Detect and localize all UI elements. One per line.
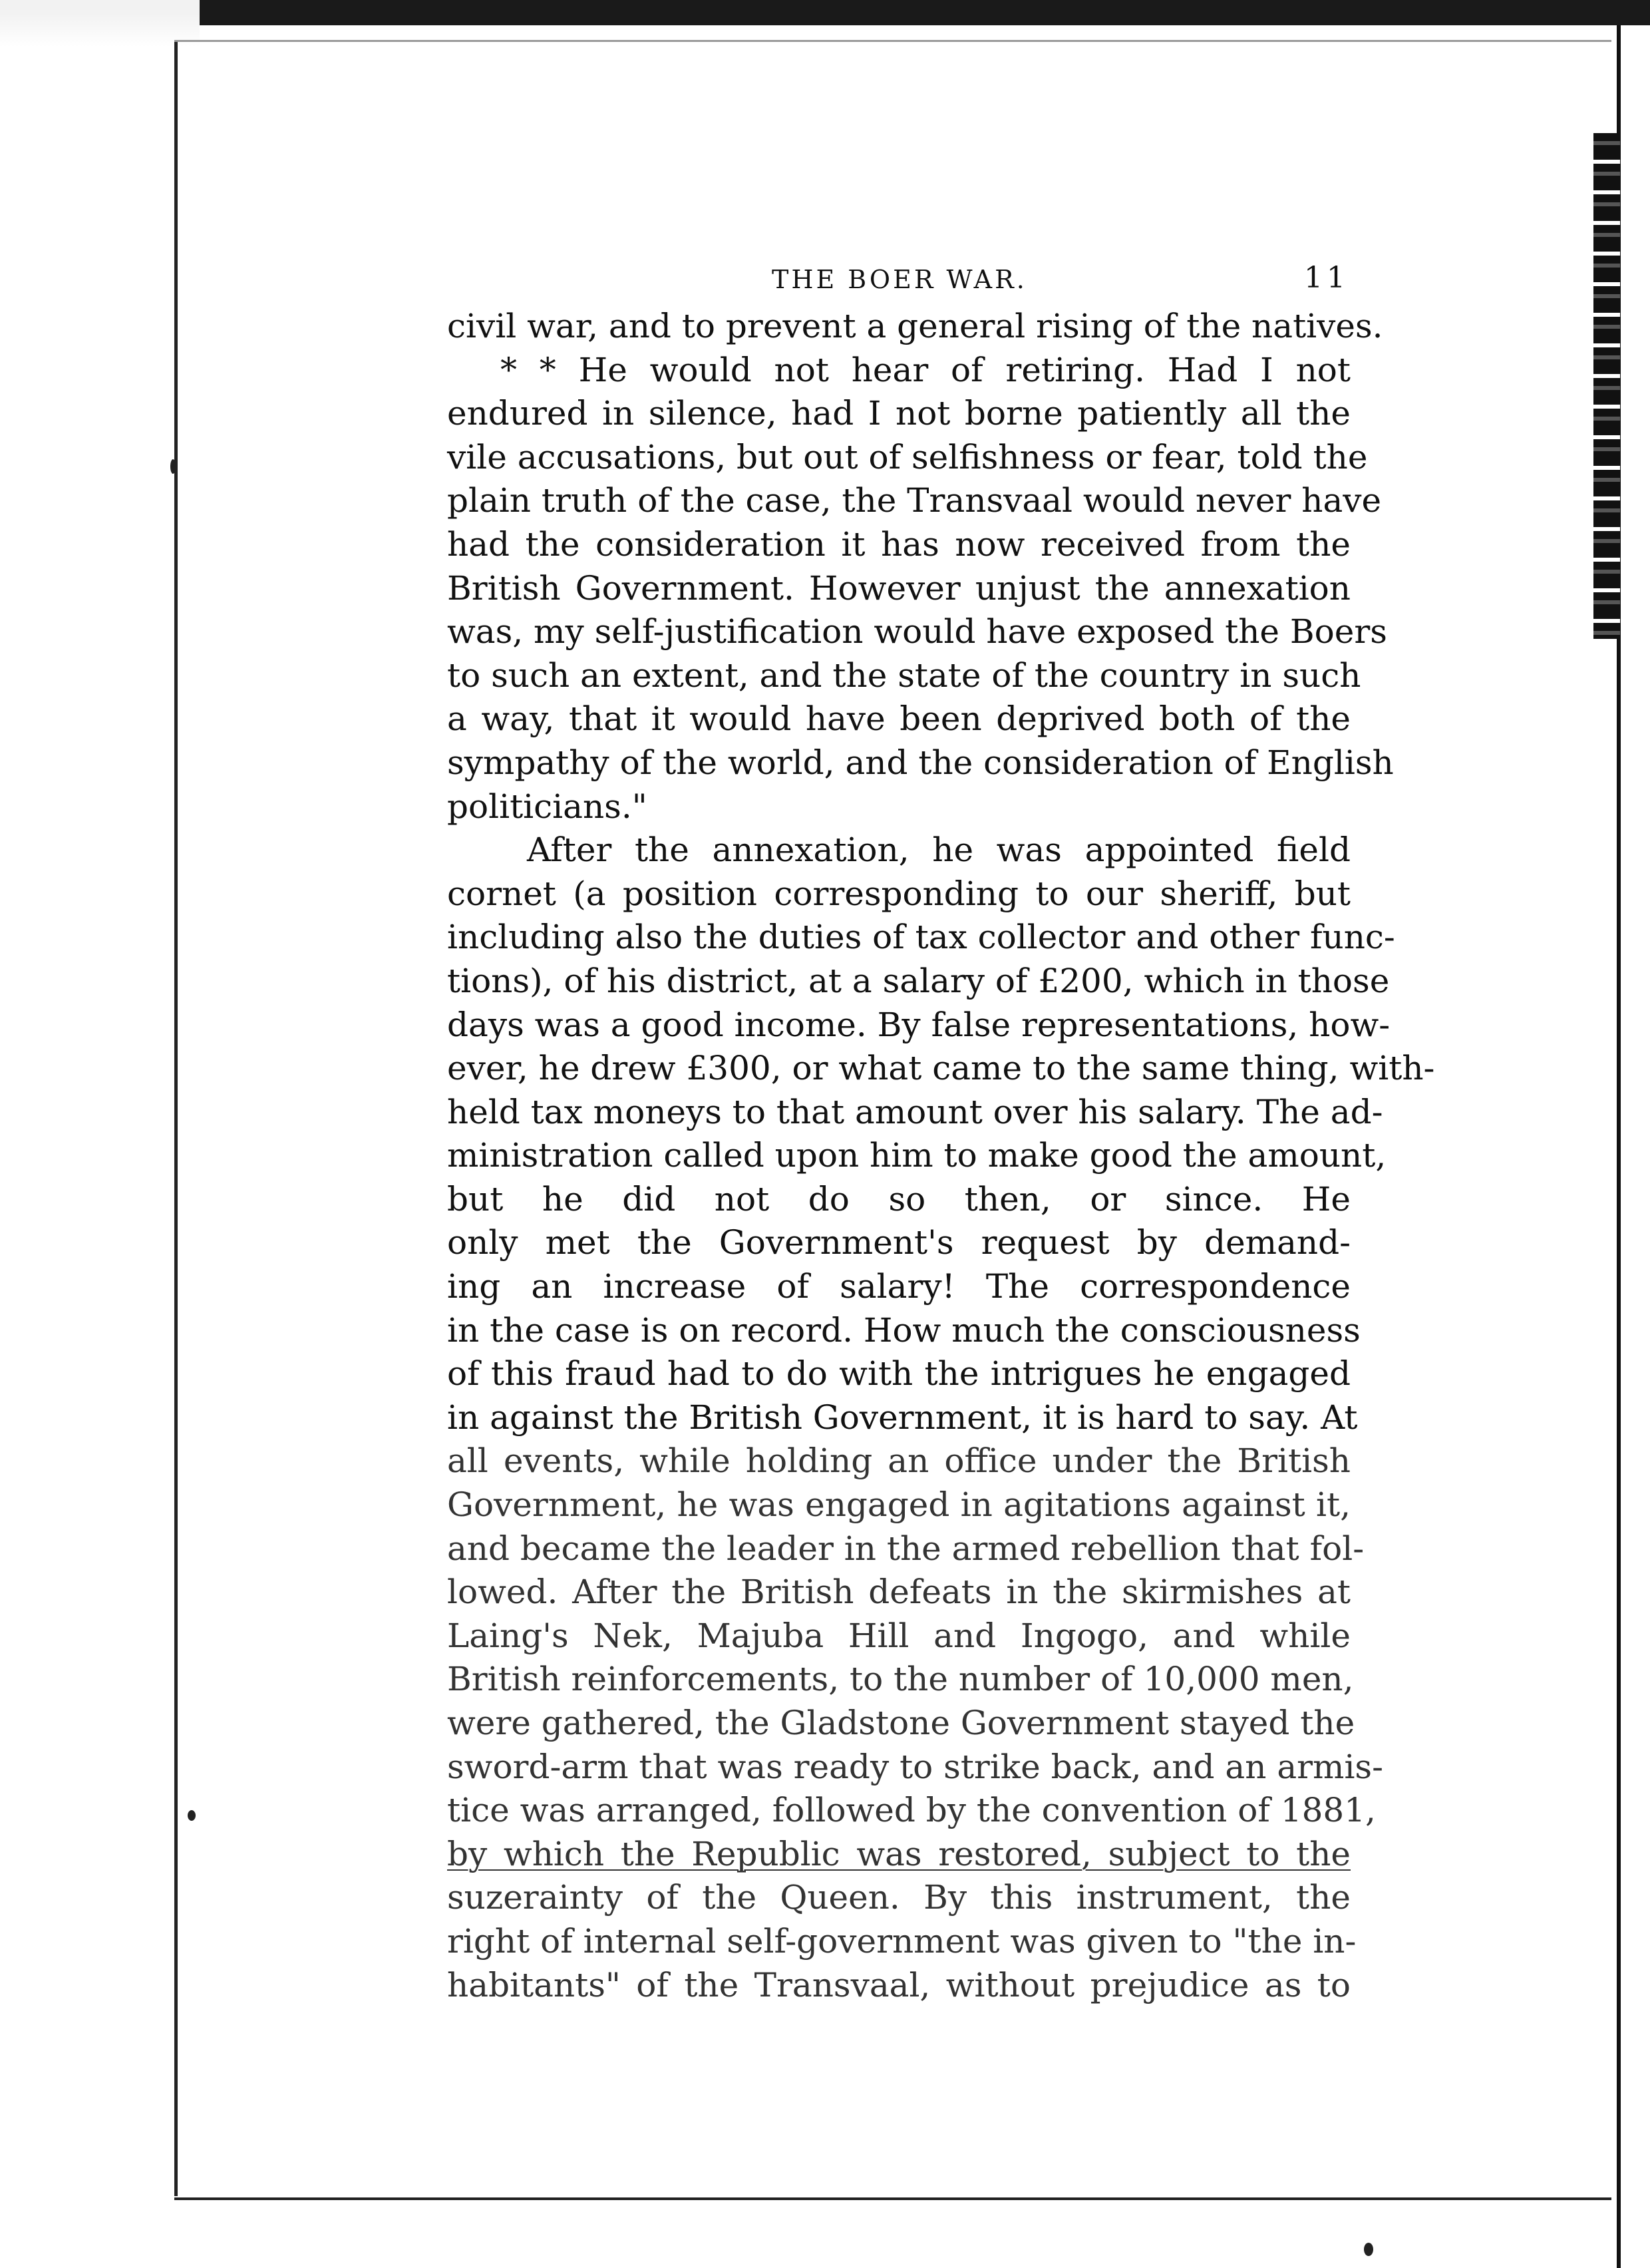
- text-line: civil war, and to prevent a general rising of the natives.: [447, 307, 1383, 345]
- running-head: THE BOER WAR.: [772, 265, 1027, 294]
- page-edge-bottom: [174, 2197, 1611, 2200]
- text-line: ing an increase of salary! The correspondence: [447, 1267, 1351, 1306]
- text-line: cornet (a position corresponding to our sheriff, but: [447, 874, 1351, 913]
- text-line: plain truth of the case, the Transvaal would never have: [447, 481, 1382, 520]
- page-edge-shadow: [1593, 133, 1620, 639]
- text-line: Government, he was engaged in agitations against it,: [447, 1485, 1351, 1525]
- text-line: endured in silence, had I not borne patiently all the: [447, 394, 1351, 433]
- text-line: days was a good income. By false representations, how-: [447, 1005, 1391, 1044]
- text-line: tice was arranged, followed by the convention of 1881,: [447, 1791, 1376, 1830]
- text-line: in against the British Government, it is hard to say. At: [447, 1398, 1358, 1437]
- text-line: was, my self-justification would have exposed the Boers: [447, 612, 1387, 652]
- text-line: a way, that it would have been deprived both of the: [447, 699, 1351, 739]
- text-line: in the case is on record. How much the consciousness: [447, 1310, 1361, 1350]
- scan-speck: [188, 1810, 196, 1821]
- text-line: had the consideration it has now received from the: [447, 524, 1351, 564]
- text-line: British reinforcements, to the number of 10,000 men,: [447, 1660, 1354, 1699]
- text-line: British Government. However unjust the annexation: [447, 568, 1351, 608]
- text-line: tions), of his district, at a salary of £200, which in those: [447, 961, 1390, 1000]
- text-line: by which the Republic was restored, subject to the: [447, 1834, 1351, 1873]
- scan-speck: [1364, 2243, 1373, 2256]
- text-line: all events, while holding an office under the British: [447, 1441, 1351, 1481]
- text-line: and became the leader in the armed rebellion that fol-: [447, 1529, 1365, 1568]
- scan-speck: [170, 459, 176, 474]
- text-line: held tax moneys to that amount over his salary. The ad-: [447, 1092, 1383, 1131]
- text-line: ministration called upon him to make good the amount,: [447, 1136, 1387, 1175]
- page-edge-left: [174, 40, 178, 2196]
- scan-border-right: [1617, 25, 1650, 2268]
- text-line: * * He would not hear of retiring. Had I not: [500, 350, 1351, 389]
- text-line: politicians.": [447, 787, 647, 826]
- scan-border-top: [160, 0, 1650, 25]
- text-line: ever, he drew £300, or what came to the same thing, with-: [447, 1049, 1435, 1088]
- page-edge-top: [174, 40, 1611, 42]
- text-line: of this fraud had to do with the intrigues he engaged: [447, 1354, 1351, 1394]
- text-line: sword-arm that was ready to strike back, and an armis-: [447, 1747, 1383, 1786]
- text-line: including also the duties of tax collector and other func-: [447, 918, 1395, 957]
- text-line: lowed. After the British defeats in the skirmishes at: [447, 1573, 1351, 1612]
- text-line: habitants" of the Transvaal, without prejudice as to: [447, 1965, 1351, 2004]
- scan-corner: [0, 0, 200, 47]
- page-number: 11: [1304, 261, 1349, 295]
- text-line: suzerainty of the Queen. By this instrument, the: [447, 1878, 1351, 1917]
- text-line: were gathered, the Gladstone Government stayed the: [447, 1704, 1355, 1742]
- text-line: vile accusations, but out of selfishness or fear, told the: [447, 437, 1368, 476]
- page-body: [447, 305, 1435, 2007]
- text-line: only met the Government's request by demand-: [447, 1223, 1351, 1262]
- text-line: After the annexation, he was appointed field: [527, 831, 1351, 870]
- text-line: sympathy of the world, and the consideration of English: [447, 743, 1394, 782]
- text-line: but he did not do so then, or since. He: [447, 1179, 1351, 1219]
- text-line: to such an extent, and the state of the country in such: [447, 656, 1361, 695]
- text-line: right of internal self-government was given to "the in-: [447, 1921, 1357, 1961]
- text-line: Laing's Nek, Majuba Hill and Ingogo, and while: [447, 1616, 1351, 1655]
